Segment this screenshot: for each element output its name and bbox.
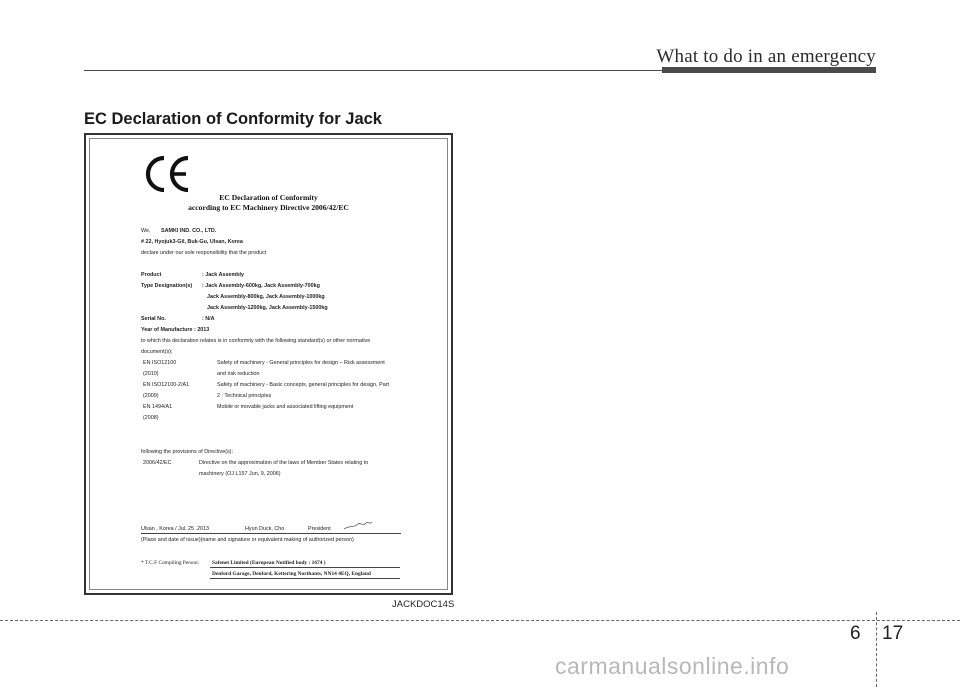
signatory-title: President [308,526,331,532]
tcf-address-underline [210,578,400,579]
we-label: We, [141,228,151,234]
footer-rule [0,620,960,621]
signature-line [141,533,401,534]
signature-caption: (Place and date of issue)(name and signature or equivalent making of authorized person) [141,537,354,543]
tcf-body: Safenet Limited (European Notified body : 1674 ) [212,560,326,566]
header-rule-accent [662,67,876,73]
directive-description-1: Directive on the approximation of the laws of Member States relating to [199,460,369,466]
certificate-heading: EC Declaration of Conformity [219,193,318,202]
year-of-manufacture: Year of Manufacture : 2013 [141,327,210,333]
directive-code: 2006/42/EC [143,460,172,466]
standard-description: Safety of machinery - Basic concepts, general principles for design, Part [217,382,389,388]
standard-code: (2008) [143,415,159,421]
certificate-image [84,133,453,595]
watermark: carmanualsonline.info [555,653,790,679]
footer-divider [876,612,877,687]
conformity-line-2: document(s); [141,349,173,355]
product-value: : Jack Assembly [202,272,245,278]
chapter-header-title: What to do in an emergency [656,46,876,67]
standard-description: and risk reduction [217,371,260,377]
serial-label: Serial No. [141,316,166,322]
signature-icon [342,519,374,531]
type-value-2: Jack Assembly-800kg, Jack Assembly-1000kg [207,294,325,300]
standard-code: (2009) [143,393,159,399]
standard-code: EN ISO12100-2/A1 [143,382,190,388]
tcf-address: Denford Garage, Denford, Kettering Northants, NN14 4EQ, England [212,571,371,577]
company-name: SAMKI IND. CO., LTD. [161,228,217,234]
sign-place-date: Ulsan , Korea / Jul. 25 .2013 [141,526,210,532]
certificate-subheading: according to EC Machinery Directive 2006/42/EC [188,203,349,212]
tcf-label: * T.C.F Compiling Person: [141,560,200,566]
standard-code: (2010) [143,371,159,377]
page-title: EC Declaration of Conformity for Jack [84,110,382,128]
serial-value: : N/A [202,316,215,322]
header-rule [84,70,662,71]
product-label: Product [141,272,162,278]
type-value-1: : Jack Assembly-600kg, Jack Assembly-700kg [202,283,320,289]
page-number: 17 [882,623,904,644]
ce-mark-icon [144,154,196,194]
company-address: # 22, Hyojuk3-Gil, Buk-Gu, Ulsan, Korea [141,239,243,245]
type-label: Type Designation(s) [141,283,193,289]
standard-description: Safety of machinery - General principles for design – Risk assessment [217,360,385,366]
conformity-line-1: to which this declaration relates is in conformity with the following standard(s) or other normative [141,338,371,344]
chapter-number: 6 [850,623,861,644]
certificate-border [89,138,448,590]
tcf-underline [210,567,400,568]
standard-code: EN 1494/A1 [143,404,173,410]
type-value-3: Jack Assembly-1200kg, Jack Assembly-1500kg [207,305,328,311]
provisions-line: following the provisions of Directive(s): [141,449,233,455]
figure-code: JACKDOC14S [392,599,455,610]
standard-description: 2 : Technical principles [217,393,272,399]
standard-description: Mobile or movable jacks and associated lifting equipment [217,404,354,410]
directive-description-2: machinery (OJ L157 Jun, 9, 2006) [199,471,281,477]
signatory-name: Hyun Duck, Cho [245,526,285,532]
standard-code: EN ISO12100 [143,360,177,366]
declaration-line: declare under our sole responsibility that the product [141,250,267,256]
